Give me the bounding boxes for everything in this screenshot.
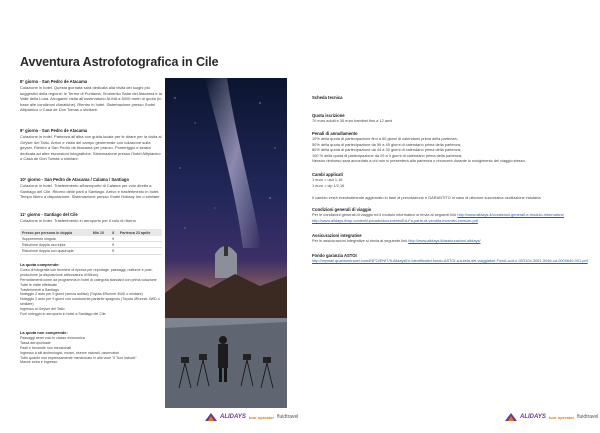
list-item: Ingresso ai Geyser del Tatio [20,307,65,312]
price-col-header: Prezzo per persona in doppia [20,229,91,236]
day-9-body: Colazione in hotel. Partenza all'alba con guida locale per le dirare per la visita ai Geyser del Tatio. Arrivo e visita del campo geotermale con colazione sulla geyser. Rientro a San Pedro de Atacama per pranzo. Pomeriggio e serata dedicata ad altre escursioni fotografiche. Sistemazione presso l'hotel Altiplanico o Casa de Don Tomas o similare. [20,134,162,162]
day-9-block [20,128,162,162]
day-8-block [20,79,162,113]
list-item: Tassa aeroportuale [20,340,51,345]
table-cell: Riduzione doppia uso tripla [20,242,91,248]
table-cell: € [110,248,118,254]
footer-logo-left [205,413,298,421]
table-row [20,248,162,254]
includes-block [20,263,162,317]
condizioni-text [312,212,588,223]
quota-text: 70 euro adulti e 35 euro bambini fino a 12 anni [312,118,393,124]
day-8-heading: 8° giorno - San Pedro de Atacama [20,79,88,84]
price-table-header [20,229,162,236]
day-9-heading: 9° giorno - San Pedro de Atacama [20,128,88,133]
list-item: Fuel noleggio in aeroporto in hotel a Santiago del Cile [20,312,106,317]
observatory-image [165,78,287,408]
cambi-note-block [312,195,588,200]
brand-name: ALIDAYS [520,414,546,420]
fondo-heading: Fondo garanzia ASTOI [312,253,357,258]
observatory-photo [165,78,287,408]
assic-text-label: Per le assicurazioni integrative si rinvia al seguente link [312,238,408,244]
right-page [300,0,600,433]
list-item: Ingresso a siti archeologici, musei, riserve naturali, osservatori [20,350,120,355]
list-item: 1 euro = usd 1,16 [312,177,343,183]
list-item: Nessun rimborso sarà accordato a chi non si presenterà alla partenza o rinuncerà durante lo svolgimento del viaggio stesso. [312,158,526,164]
cambi-heading: Cambi applicati [312,172,343,177]
assic-link[interactable]: http://www.alidays.it/assicurazioni-alidays/ [408,238,481,244]
cambi-block [312,172,588,188]
alidays-logo-icon [205,413,217,421]
table-cell: € [110,242,118,248]
day-8-body: Colazione in hotel. Questa giornata sarà dedicata alla visita dei luoghi più suggestivi della regione: le Terme di Puritama, l'immenso Salar del Atacama e la Valle della Luna. Arrogante visita all'osservatorio ALMA a 5000 metri di quota (in base alle condizioni climatiche). Rientro in hotel. Sistemazione presso l'hotel Altiplanico o Casa de Don Tomas o similare. [20,85,162,113]
list-item: Noleggio 2 auto per 9 giorni (senza autista) (Toyota 4Runner 4WD o similare) [20,292,143,297]
table-cell: Riduzione doppia con quadrupla [20,248,91,254]
price-table [20,229,162,255]
list-item: Tutte le visite effettuate [20,282,57,287]
assic-heading: Assicurazioni integrative [312,233,362,238]
fondo-link[interactable]: http://mymail.quantumtravel.com/INFO/ENIT/fi-AlidaysEn-identificativi-fondo-ASTOI-a-tutela-dei-viaggiatori-Fondi-cod-n-003104-3061-5046-cd-0000640-001.pdf [312,258,588,264]
partner-name: fluidtravel [277,414,299,420]
condizioni-link-2[interactable]: http://www.alidays.it/wp-content/uploads/documents/Ed-Fa-parte-di-vendita-incentivi-consum.pdf [312,217,478,223]
scheda-title: Scheda tecnica [312,95,343,100]
brand-tag: tour operator [248,414,275,420]
cambi-note: Il cambio verrà eventualmente aggiornato in fase di prenotazione e GARANTITO in caso di ulteriore successiva oscillazione valutaria [312,195,541,200]
day-11-heading: 11° giorno - Santiago del Cile [20,212,78,217]
list-item: Trasferimenti a Santiago [20,287,60,292]
alidays-logo-icon [505,413,517,421]
excludes-block [20,331,162,365]
list-item: 50% della quota di partecipazione da 59 a 45 giorni di calendario prima della partenza; [312,141,462,147]
list-item: 80% della quota di partecipazione da 44 a 30 giorni di calendario prima della partenza; [312,147,462,153]
condizioni-heading: Condizioni generali di viaggio [312,207,372,212]
table-cell [118,248,162,254]
day-11-body: Colazione in hotel. Trasferimento in aeroporto per il volo di ritorno [20,218,136,224]
day-10-heading: 10° giorno - San Pedro de Atacama / Calama / Santiago [20,177,130,182]
quota-heading: Quota iscrizione [312,113,345,118]
list-item: 10% della quota di partecipazione fino a 60 giorni di calendario prima della partenza; [312,136,458,142]
page-title: Avventura Astrofotografica in Cile [20,55,219,69]
list-item: Passaggi aerei volo in classe economica [20,335,85,340]
penali-block [312,131,588,163]
list-item: Pernottamenti come da programma in hotel di categoria standard con prima colazione [20,277,157,282]
condizioni-text-label: Per le condizioni generali di viaggio ed il modulo informativo si rinvia ai seguenti link [312,212,457,218]
price-col-header: Partenza 23 aprile [118,229,162,236]
list-item: Noleggio 2 auto per 9 giorni con conducente parlante spagnolo (Toyota 4Runner 4WD o similare) [20,297,160,307]
brand-tag: tour operator [548,414,575,420]
includes-heading: La quota comprende: [20,262,60,267]
list-item: Tutto quanto non espressamente menzionato in alla voce "il Tour include" [20,355,137,360]
price-col-header: Min 10 [91,229,110,236]
assic-text [312,238,588,243]
penali-heading: Penali di annullamento [312,131,358,136]
table-cell [91,248,110,254]
day-10-body: Colazione in hotel. Trasferimento all'aeroporto di Calama per volo diretto a Santiago del Cile. Ritorno delle parti a Santiago. Arrivo e trasferimento in hotel. Tempo libero a disposizione. Sistemazione presso l'hotel Holiday Inn o similare. [20,183,161,200]
list-item: 1 euro = clp 1/2,16 [312,182,345,188]
partner-name: fluidtravel [577,414,599,420]
list-item: Pasti e bevande non menzionati [20,345,72,350]
fondo-block [312,253,588,264]
brand-name: ALIDAYS [220,414,246,420]
list-item: Corso di fotografia con tecniche di ripresa per reportage, paesaggi, notturne e post-produzione (a disposizione attrezzatura di Nikon). [20,267,153,277]
table-cell: € [110,236,118,242]
day-10-block [20,177,162,200]
scheda-title-block [312,95,588,100]
condizioni-block [312,207,588,223]
day-11-block [20,212,162,224]
footer-logo-right [505,413,598,421]
price-col-header: 8 [110,229,118,236]
condizioni-link-1[interactable]: http://www.alidays.it/condizioni-generali-e-modulo-informativo/ [457,212,564,218]
list-item: 100 % della quota di partecipazione da 29 a 0 giorni di calendario prima della partenza; [312,152,463,158]
assic-block [312,233,588,244]
quota-block [312,113,588,124]
list-item: Mance extra e ingresso [20,360,58,365]
excludes-heading: La quota non comprende: [20,330,68,335]
table-cell: Supplemento singola [20,236,91,242]
